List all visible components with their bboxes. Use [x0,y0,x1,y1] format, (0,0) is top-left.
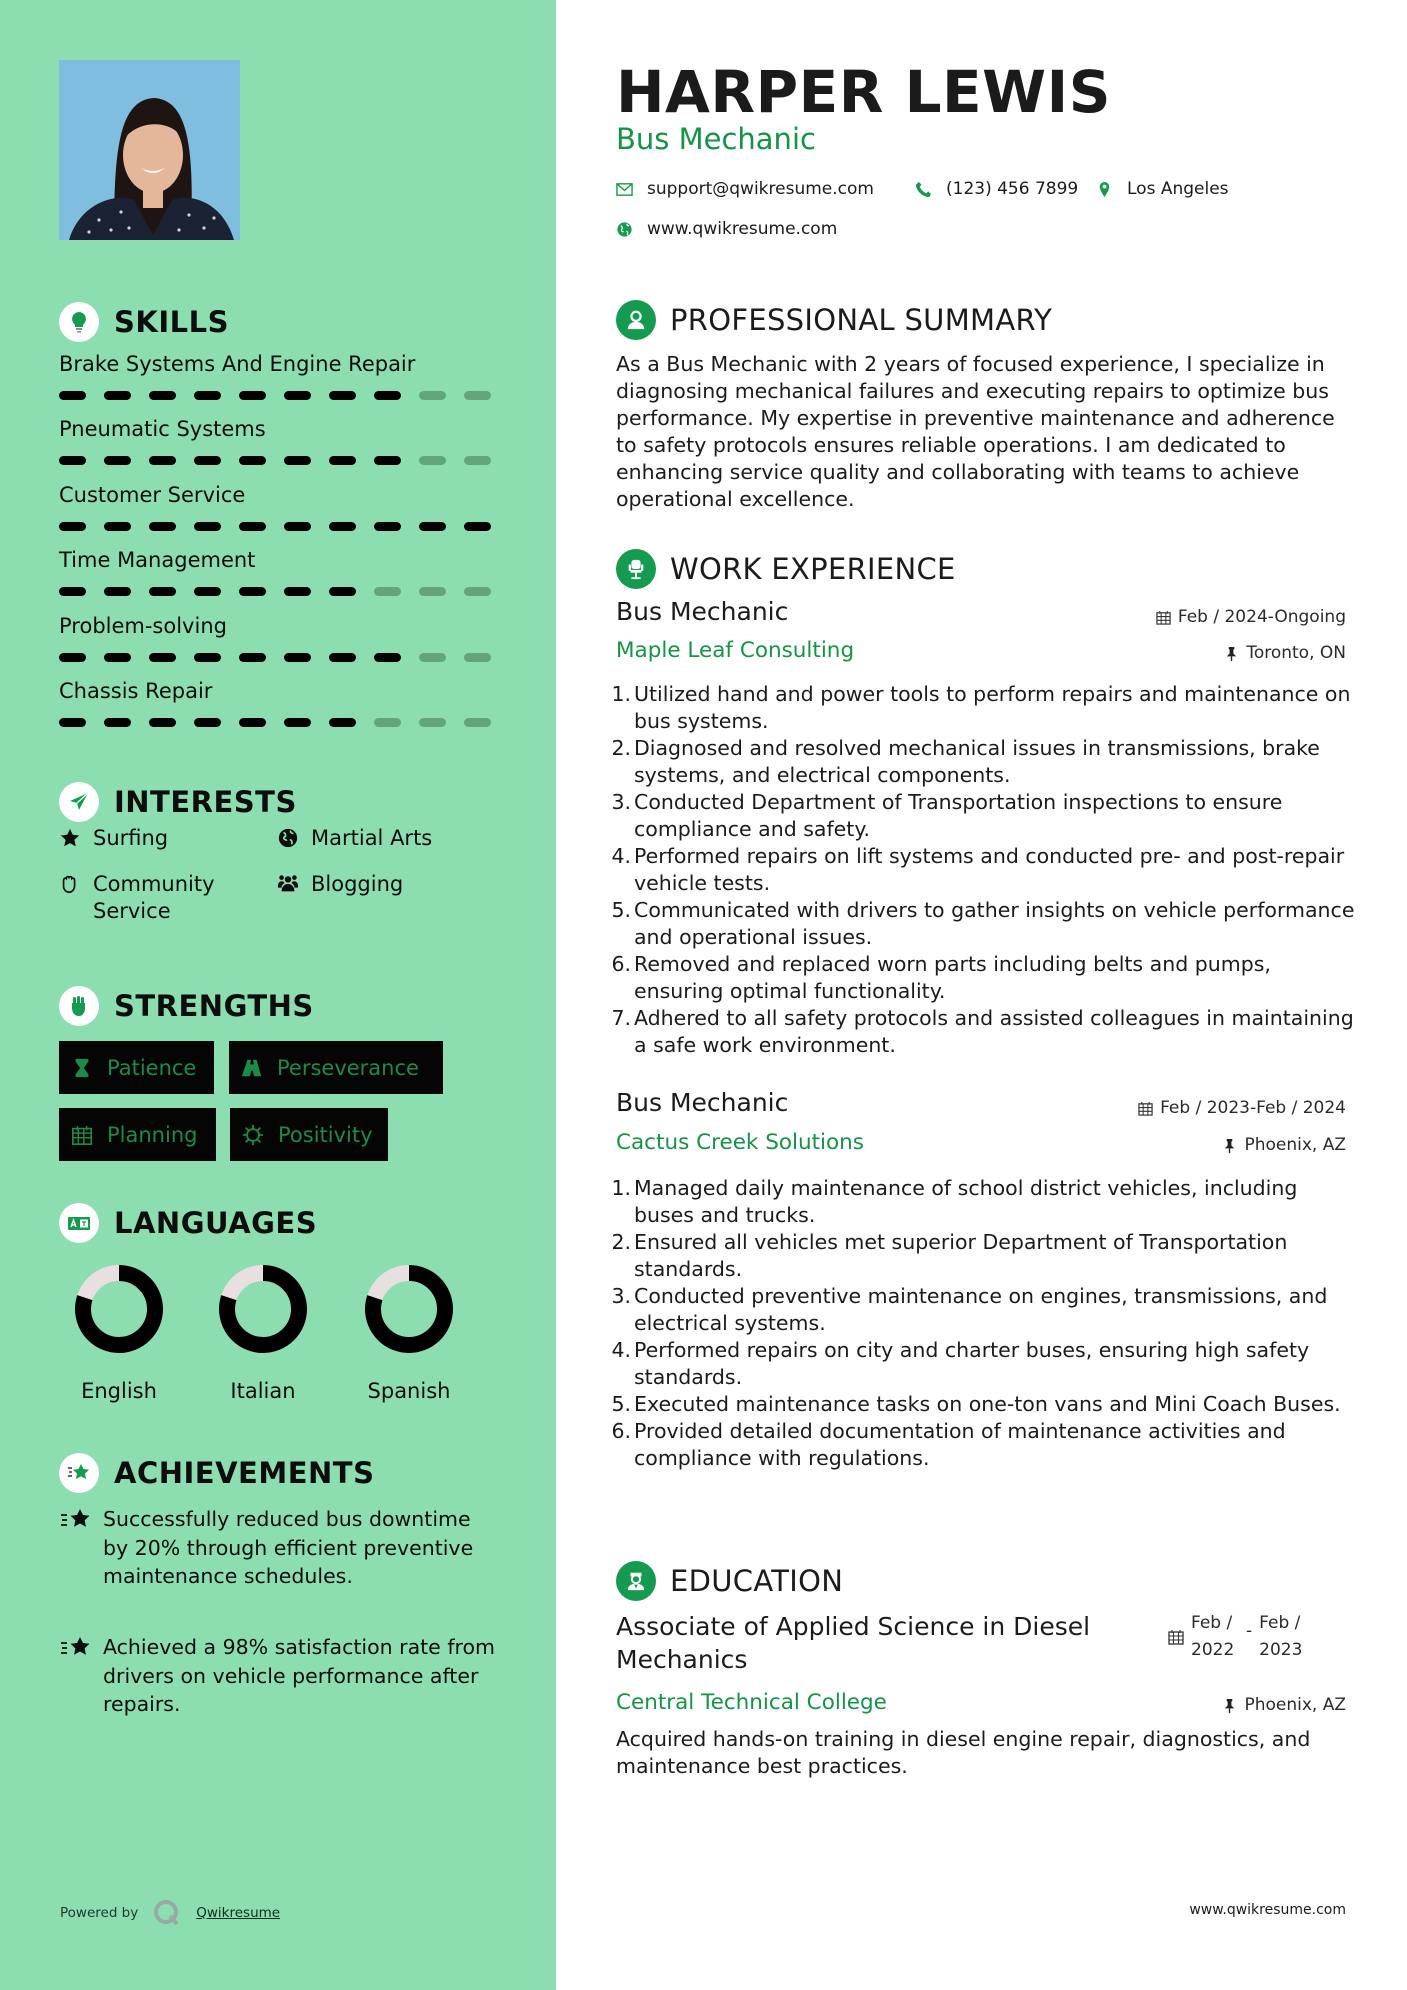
users-icon [277,873,299,895]
language-item [354,1265,464,1403]
responsibility-item [610,843,1360,897]
skills-title: SKILLS [114,305,229,339]
responsibility-text: Performed repairs on city and charter buses, ensuring high safety standards. [634,1338,1310,1389]
phone-icon [915,181,932,198]
responsibility-item [610,1418,1360,1472]
skill-segment-filled [59,456,86,465]
skill-segment-filled [239,456,266,465]
skill-level-meter [59,718,499,727]
responsibility-text: Provided detailed documentation of maintenance activities and compliance with regulations. [634,1419,1286,1470]
calendar-icon [1138,1101,1153,1116]
skill-segment-filled [149,653,176,662]
list-number: 3. [611,790,631,814]
skills-heading [59,302,229,342]
education-title: EDUCATION [670,1564,844,1598]
interest-item-martial-arts [277,825,432,852]
skill-segment-filled [329,653,356,662]
skill-segment-filled [59,391,86,400]
skill-segment-filled [149,587,176,596]
skill-segment-empty [464,391,491,400]
fist-icon [59,986,99,1026]
skill-segment-empty [374,587,401,596]
skill-segment-filled [104,587,131,596]
skill-segment-filled [329,522,356,531]
powered-by [60,1898,280,1928]
skill-level-meter [59,456,499,465]
achievement-item [59,1633,499,1719]
education-description: Acquired hands-on training in diesel engine repair, diagnostics, and maintenance best practices. [616,1727,1311,1778]
responsibility-text: Adhered to all safety protocols and assisted colleagues in maintaining a safe work environment. [634,1006,1354,1057]
achievements-heading [59,1453,374,1493]
language-label: English [81,1379,157,1403]
end-month: Feb / [1259,1613,1301,1633]
skill-segment-filled [374,653,401,662]
skill-segment-filled [239,391,266,400]
candidate-title: Bus Mechanic [616,122,816,156]
contact-phone [915,179,1078,199]
achievement-text: Achieved a 98% satisfaction rate from drivers on vehicle performance after repairs. [103,1635,496,1716]
degree-title: Associate of Applied Science in Diesel Mechanics [616,1612,1091,1674]
skill-segment-filled [59,653,86,662]
responsibility-text: Diagnosed and resolved mechanical issues in transmissions, brake systems, and electrical components. [634,736,1320,787]
responsibility-item [610,897,1360,951]
shooting-star-icon [59,1635,93,1661]
skill-label: Chassis Repair [59,679,213,703]
skill-segment-filled [104,456,131,465]
skill-segment-filled [329,391,356,400]
achievement-text: Successfully reduced bus downtime by 20% through efficient preventive maintenance schedules. [103,1507,474,1588]
star-icon [59,827,81,849]
skill-level-meter [59,653,499,662]
website-text[interactable]: www.qwikresume.com [647,219,838,239]
interest-label: Surfing [93,826,169,850]
list-number: 5. [611,898,631,922]
job-location-text: Phoenix, AZ [1244,1135,1346,1155]
skill-label: Problem-solving [59,614,227,638]
skill-segment-empty [419,587,446,596]
responsibility-item [610,681,1360,735]
list-number: 6. [611,1419,631,1443]
qwikresume-link[interactable]: Qwikresume [196,1905,281,1921]
pushpin-icon [1224,646,1239,661]
skill-segment-filled [419,522,446,531]
skill-segment-filled [104,718,131,727]
strength-label: Perseverance [277,1055,419,1080]
skill-item [59,480,499,531]
job-title: Bus Mechanic [616,597,789,626]
language-label: Spanish [367,1379,451,1403]
sidebar [0,0,556,1990]
school-name: Central Technical College [616,1690,887,1715]
responsibility-text: Removed and replaced worn parts including belts and pumps, ensuring optimal functionality. [634,952,1271,1003]
interest-item-surfing [59,825,168,852]
skill-segment-filled [239,587,266,596]
skill-segment-filled [194,653,221,662]
skill-segment-empty [464,718,491,727]
skill-segment-filled [149,456,176,465]
summary-text: As a Bus Mechanic with 2 years of focused experience, I specialize in diagnosing mechanical failures and executing repairs to optimize bus performance. My expertise in preventive maintenance and adherence to safety protocols ensures reliable operations. I am dedicated to enhancing service quality and collaborating with teams to achieve operational excellence. [616,352,1335,511]
summary-heading [616,300,1052,340]
skill-segment-empty [464,456,491,465]
interest-label: Martial Arts [311,826,433,850]
graduate-icon [616,1561,656,1601]
contact-email [616,179,874,199]
envelope-icon [616,181,633,198]
education-start [1191,1610,1239,1664]
globe-icon [616,221,633,238]
language-label: Italian [230,1379,296,1403]
education-location-text: Phoenix, AZ [1244,1695,1346,1715]
skill-segment-filled [284,522,311,531]
contact-website [616,219,837,239]
responsibility-item [610,951,1360,1005]
interests-title: INTERESTS [114,785,297,819]
achievements-title: ACHIEVEMENTS [114,1456,375,1490]
skill-segment-filled [239,522,266,531]
strength-chip-positivity [230,1108,388,1161]
skill-segment-filled [194,718,221,727]
experience-heading [616,549,956,589]
lightbulb-icon [59,302,99,342]
skill-level-meter [59,391,499,400]
skill-segment-filled [59,718,86,727]
phone-text: (123) 456 7899 [946,179,1079,199]
skill-segment-filled [104,522,131,531]
strength-label: Patience [107,1055,197,1080]
responsibility-item [610,1005,1360,1059]
job-dates [1156,607,1346,627]
pushpin-icon [1222,1698,1237,1713]
calendar-icon [71,1124,93,1146]
education-end [1259,1610,1307,1664]
hand-icon [59,873,81,895]
skill-segment-empty [464,653,491,662]
responsibility-item [610,1229,1360,1283]
skill-level-meter [59,587,499,596]
skill-segment-filled [284,718,311,727]
strengths-title: STRENGTHS [114,989,314,1023]
skill-segment-filled [329,587,356,596]
responsibility-text: Communicated with drivers to gather insights on vehicle performance and operational issues. [634,898,1355,949]
hourglass-icon [71,1057,93,1079]
skill-segment-filled [329,456,356,465]
skill-segment-filled [149,391,176,400]
company-name: Cactus Creek Solutions [616,1130,865,1155]
language-item [208,1265,318,1403]
education-location [1222,1695,1346,1715]
list-number: 2. [611,1230,631,1254]
responsibility-text: Executed maintenance tasks on one-ton vans and Mini Coach Buses. [634,1392,1341,1416]
skill-segment-filled [149,718,176,727]
responsibility-text: Performed repairs on lift systems and conducted pre- and post-repair vehicle tests. [634,844,1345,895]
job-title: Bus Mechanic [616,1088,789,1117]
skill-segment-filled [104,391,131,400]
candidate-name: HARPER LEWIS [616,58,1111,126]
language-donut-chart [365,1265,453,1353]
skill-segment-filled [284,653,311,662]
road-icon [241,1057,263,1079]
language-item [64,1265,174,1403]
powered-by-label: Powered by [60,1905,139,1921]
list-number: 7. [611,1006,631,1030]
skill-item [59,676,499,727]
profile-photo [59,60,240,240]
skill-label: Pneumatic Systems [59,417,266,441]
skill-segment-filled [284,391,311,400]
email-text[interactable]: support@qwikresume.com [647,179,874,199]
language-icon [59,1203,99,1243]
summary-title: PROFESSIONAL SUMMARY [670,303,1053,337]
skill-segment-empty [419,456,446,465]
shooting-star-icon [59,1453,99,1493]
skill-segment-filled [239,718,266,727]
list-number: 4. [611,1338,631,1362]
skill-segment-filled [194,456,221,465]
education-dates [1168,1610,1307,1664]
responsibility-item [610,789,1360,843]
strength-chip-perseverance [229,1041,443,1094]
map-pin-icon [1096,181,1113,198]
education-heading [616,1561,843,1601]
qwikresume-logo-icon [152,1898,182,1928]
skill-segment-filled [239,653,266,662]
paper-plane-icon [59,782,99,822]
skill-segment-filled [194,587,221,596]
job-dates-text: Feb / 2024-Ongoing [1177,607,1346,627]
skill-item [59,414,499,465]
responsibility-text: Conducted preventive maintenance on engines, transmissions, and electrical systems. [634,1284,1328,1335]
responsibility-item [610,1391,1360,1418]
globe-icon [277,827,299,849]
job-dates [1138,1098,1346,1118]
responsibility-item [610,1283,1360,1337]
list-number: 1. [611,682,631,706]
list-number: 1. [611,1176,631,1200]
sun-icon [242,1124,264,1146]
responsibility-item [610,735,1360,789]
job-location [1224,643,1346,663]
responsibility-text: Ensured all vehicles met superior Department of Transportation standards. [634,1230,1288,1281]
list-number: 4. [611,844,631,868]
list-number: 5. [611,1392,631,1416]
end-year: 2023 [1259,1640,1303,1660]
skill-segment-filled [374,522,401,531]
responsibility-text: Conducted Department of Transportation inspections to ensure compliance and safety. [634,790,1283,841]
user-icon [616,300,656,340]
skill-segment-filled [284,587,311,596]
pushpin-icon [1222,1138,1237,1153]
location-text: Los Angeles [1127,179,1229,199]
shooting-star-icon [59,1507,93,1533]
chair-icon [616,549,656,589]
interest-label: Community Service [93,872,215,923]
job-responsibilities-list [610,1175,1360,1472]
skill-item [59,349,499,400]
skill-segment-filled [149,522,176,531]
skill-segment-empty [464,587,491,596]
calendar-icon [1156,610,1171,625]
skill-segment-filled [194,391,221,400]
list-number: 6. [611,952,631,976]
skill-label: Time Management [59,548,256,572]
responsibility-item [610,1175,1360,1229]
skill-segment-filled [104,653,131,662]
skill-level-meter [59,522,499,531]
interest-item-blogging [277,871,403,898]
strengths-heading [59,986,314,1026]
skill-segment-filled [59,587,86,596]
responsibility-item [610,1337,1360,1391]
skill-segment-filled [59,522,86,531]
contact-location [1096,179,1229,199]
skill-segment-filled [284,456,311,465]
profile-photo-image [59,60,240,240]
start-year: 2022 [1191,1640,1235,1660]
interest-label: Blogging [311,872,404,896]
skill-segment-empty [419,653,446,662]
achievement-item [59,1505,499,1591]
skill-item [59,545,499,596]
language-donut-chart [219,1265,307,1353]
experience-title: WORK EXPERIENCE [670,552,956,586]
skill-segment-filled [464,522,491,531]
job-responsibilities-list [610,681,1360,1059]
calendar-icon [1168,1629,1184,1645]
strength-chip-patience [59,1041,214,1094]
footer-url[interactable]: www.qwikresume.com [1189,1902,1346,1918]
interest-item-community-service [59,871,249,925]
languages-title: LANGUAGES [114,1206,318,1240]
skill-segment-filled [329,718,356,727]
responsibility-text: Utilized hand and power tools to perform repairs and maintenance on bus systems. [634,682,1351,733]
job-location [1222,1135,1346,1155]
skill-label: Brake Systems And Engine Repair [59,352,416,376]
skill-segment-empty [374,718,401,727]
languages-heading [59,1203,317,1243]
language-donut-chart [75,1265,163,1353]
strength-label: Positivity [278,1122,373,1147]
skill-segment-filled [374,456,401,465]
company-name: Maple Leaf Consulting [616,638,855,663]
start-month: Feb / [1191,1613,1233,1633]
responsibility-text: Managed daily maintenance of school district vehicles, including buses and trucks. [634,1176,1298,1227]
skill-label: Customer Service [59,483,246,507]
skill-segment-filled [194,522,221,531]
strength-chip-planning [59,1108,216,1161]
date-separator: - [1246,1621,1253,1641]
strength-label: Planning [107,1122,198,1147]
skill-segment-filled [374,391,401,400]
job-dates-text: Feb / 2023-Feb / 2024 [1160,1098,1346,1118]
list-number: 3. [611,1284,631,1308]
interests-heading [59,782,297,822]
skill-item [59,611,499,662]
skill-segment-empty [419,718,446,727]
job-location-text: Toronto, ON [1246,643,1346,663]
skill-segment-empty [419,391,446,400]
list-number: 2. [611,736,631,760]
